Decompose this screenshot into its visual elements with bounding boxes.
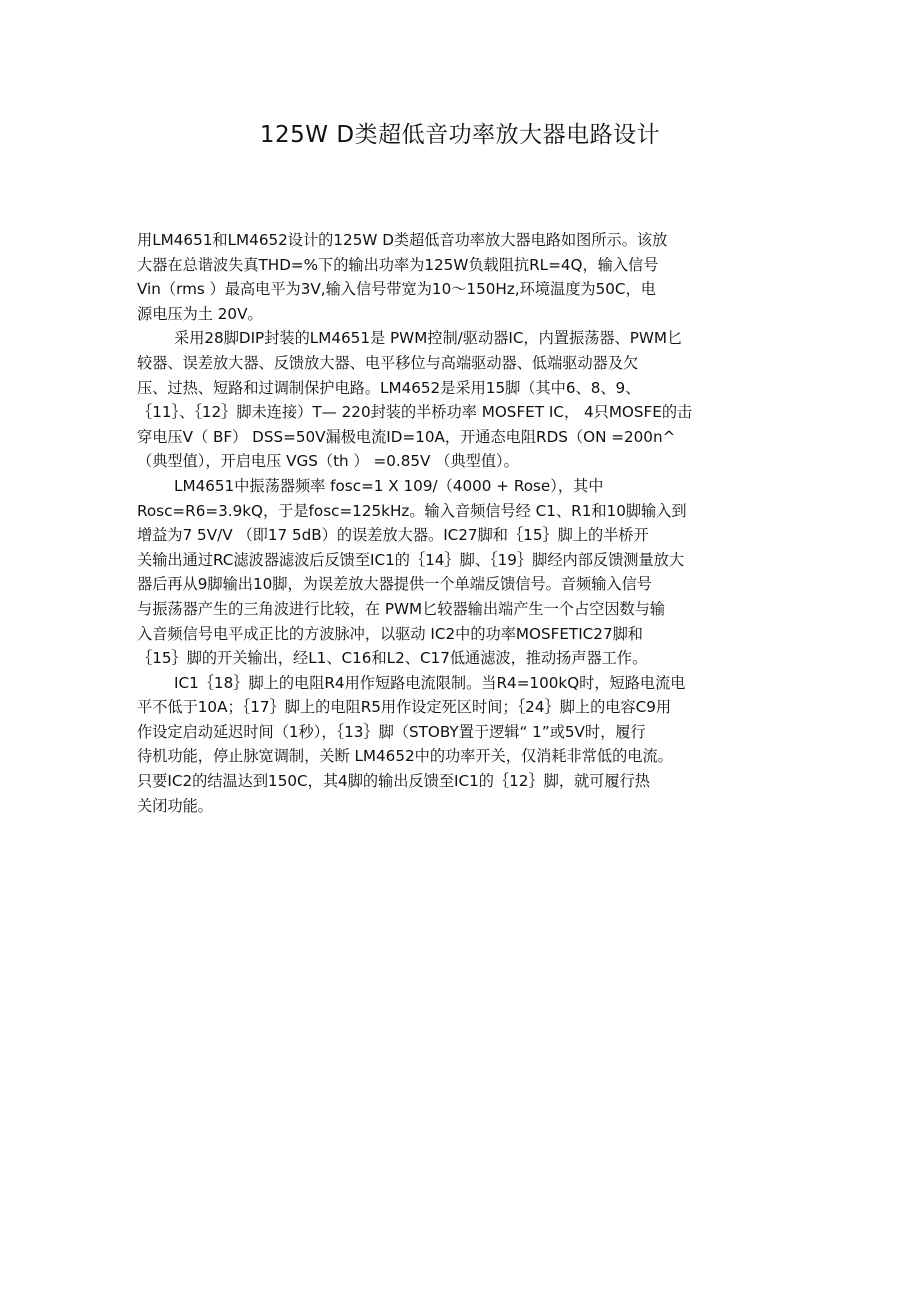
text-line: ｛11｝、｛12｝脚未连接）T— 220封装的半桥功率 MOSFET IC， 4只MOSFE的击 bbox=[137, 403, 693, 422]
text-line: 增益为7 5V/V （即17 5dB）的误差放大器。IC27脚和｛15｝脚上的半桥开 bbox=[137, 526, 649, 545]
text-line: IC1｛18｝脚上的电阻R4用作短路电流限制。当R4=100kQ时，短路电流电 bbox=[174, 673, 686, 692]
text-line: 器后再从9脚输出10脚，为误差放大器提供一个单端反馈信号。音频输入信号 bbox=[137, 575, 652, 594]
document-body bbox=[137, 228, 797, 818]
text-line: （典型值），开启电压 VGS（th ） =0.85V （典型值）。 bbox=[137, 452, 519, 471]
text-line: 待机功能，停止脉宽调制，关断 LM4652中的功率开关，仅消耗非常低的电流。 bbox=[137, 747, 673, 766]
text-line: Vin（rms ）最高电平为3V,输入信号带宽为10〜150Hz,环境温度为50C，电 bbox=[137, 280, 656, 299]
text-line: ｛15｝脚的开关输出，经L1、C16和L2、C17低通滤波，推动扬声器工作。 bbox=[137, 649, 648, 668]
text-line: 穿电压V（ BF） DSS=50V漏极电流ID=10A，开通态电阻RDS（ON =200n^ bbox=[137, 427, 676, 446]
text-line: 平不低于10A；｛17｝脚上的电阻R5用作设定死区时间；｛24｝脚上的电容C9用 bbox=[137, 698, 672, 717]
text-line: 压、过热、短路和过调制保护电路。LM4652是采用15脚（其中6、8、9、 bbox=[137, 378, 641, 397]
text-line: 采用28脚DIP封装的LM4651是 PWM控制/驱动器IC，内置振荡器、PWM匕 bbox=[174, 329, 683, 348]
text-line: 关闭功能。 bbox=[137, 796, 213, 815]
text-line: 与振荡器产生的三角波进行比较，在 PWM匕较器输出端产生一个占空因数与输 bbox=[137, 599, 666, 618]
text-line: 用LM4651和LM4652设计的125W D类超低音功率放大器电路如图所示。该放 bbox=[137, 231, 668, 249]
text-line: 大器在总谐波失真THD=%下的输出功率为125W负载阻抗RL=4Q，输入信号 bbox=[137, 255, 659, 274]
document-title: 125W D类超低音功率放大器电路设计 bbox=[259, 122, 661, 148]
text-line: Rosc=R6=3.9kQ，于是fosc=125kHz。输入音频信号经 C1、R1和10脚输入到 bbox=[137, 501, 687, 520]
text-line: 较器、误差放大器、反馈放大器、电平移位与高端驱动器、低端驱动器及欠 bbox=[137, 353, 639, 372]
text-line: 关输出通过RC滤波器滤波后反馈至IC1的｛14｝脚、｛19｝脚经内部反馈测量放大 bbox=[137, 550, 685, 569]
text-line: 作设定启动延迟时间（1秒），｛13｝脚（STOBY置于逻辑“ 1”或5V时，履行 bbox=[137, 722, 646, 741]
text-line: 只要IC2的结温达到150C，其4脚的输出反馈至IC1的｛12｝脚，就可履行热 bbox=[137, 772, 650, 791]
text-line: LM4651中振荡器频率 fosc=1 X 109/（4000 + Rose），其中 bbox=[174, 476, 604, 495]
text-line: 入音频信号电平成正比的方波脉冲，以驱动 IC2中的功率MOSFETIC27脚和 bbox=[137, 624, 643, 643]
text-line: 源电压为土 20V。 bbox=[137, 304, 263, 323]
